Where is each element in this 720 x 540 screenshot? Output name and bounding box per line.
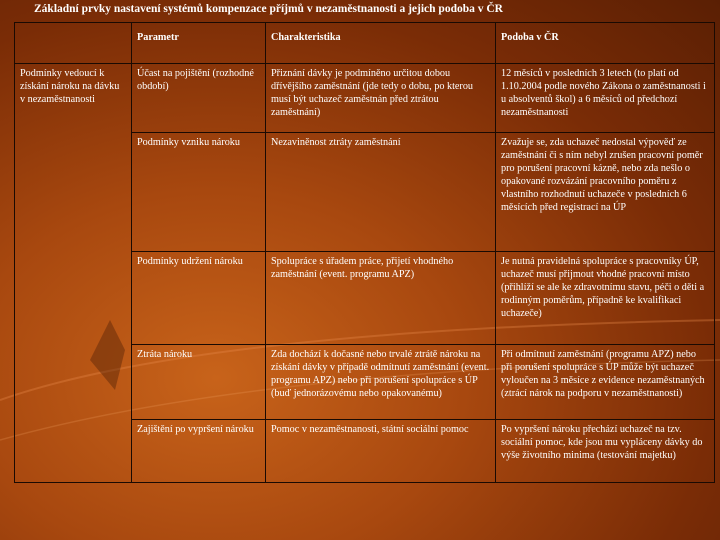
header-empty-cell — [15, 23, 132, 64]
header-parametr: Parametr — [132, 23, 266, 64]
parameters-table — [14, 22, 715, 483]
group-label-cell: Podmínky vedoucí k získání nároku na dávku v nezaměstnanosti — [15, 64, 132, 483]
cell-parametr: Účast na pojištění (rozhodné období) — [132, 64, 266, 133]
cell-charakteristika: Pomoc v nezaměstnanosti, státní sociální pomoc — [266, 420, 496, 483]
cell-charakteristika: Přiznání dávky je podmíněno určitou dobou dřívějšího zaměstnání (jde tedy o dobu, po kterou musí být uchazeč zaměstnán před ztrátou zaměstnání) — [266, 64, 496, 133]
cell-podoba: Při odmítnutí zaměstnání (programu APZ) nebo při porušení spolupráce s ÚP může být uchazeč vyloučen na 3 měsíce z evidence nezaměstnaných (ztrácí nárok na podporu v nezaměstnanosti) — [496, 345, 715, 420]
cell-parametr: Ztráta nároku — [132, 345, 266, 420]
cell-parametr: Podmínky vzniku nároku — [132, 133, 266, 252]
header-charakteristika: Charakteristika — [266, 23, 496, 64]
table-row — [15, 64, 715, 133]
header-podoba: Podoba v ČR — [496, 23, 715, 64]
page-title: Základní prvky nastavení systémů kompenzace příjmů v nezaměstnanosti a jejich podoba v ČR — [34, 3, 503, 15]
cell-podoba: Je nutná pravidelná spolupráce s pracovníky ÚP, uchazeč musí přijmout vhodné pracovní místo (přihlíží se ale ke zdravotnímu stavu, péči o děti a rodinným poměrům, případně ke kvalifikaci uchazeče) — [496, 252, 715, 345]
cell-parametr: Zajištění po vypršení nároku — [132, 420, 266, 483]
table-header-row — [15, 23, 715, 64]
cell-charakteristika: Spolupráce s úřadem práce, přijetí vhodného zaměstnání (event. programu APZ) — [266, 252, 496, 345]
cell-parametr: Podmínky udržení nároku — [132, 252, 266, 345]
cell-podoba: 12 měsíců v posledních 3 letech (to platí od 1.10.2004 podle nového Zákona o zaměstnanosti i u absolventů škol) a 6 měsíců od předchozí nezaměstnanosti — [496, 64, 715, 133]
cell-podoba: Zvažuje se, zda uchazeč nedostal výpověď ze zaměstnání či s ním nebyl zrušen pracovní poměr pro porušení pracovní kázně, nebo zda nešlo o opakované rozvázání pracovního poměru z vlastního rozhodnutí uchazeče v posledních 6 měsících před registrací na ÚP — [496, 133, 715, 252]
cell-podoba: Po vypršení nároku přechází uchazeč na tzv. sociální pomoc, kde jsou mu vypláceny dávky do výše životního minima (testování majetku) — [496, 420, 715, 483]
cell-charakteristika: Nezaviněnost ztráty zaměstnání — [266, 133, 496, 252]
cell-charakteristika: Zda dochází k dočasné nebo trvalé ztrátě nároku na získání dávky v případě odmítnutí zaměstnání (event. programu APZ) nebo při porušení spolupráce s ÚP (buď jednorázovému nebo opakovanému) — [266, 345, 496, 420]
